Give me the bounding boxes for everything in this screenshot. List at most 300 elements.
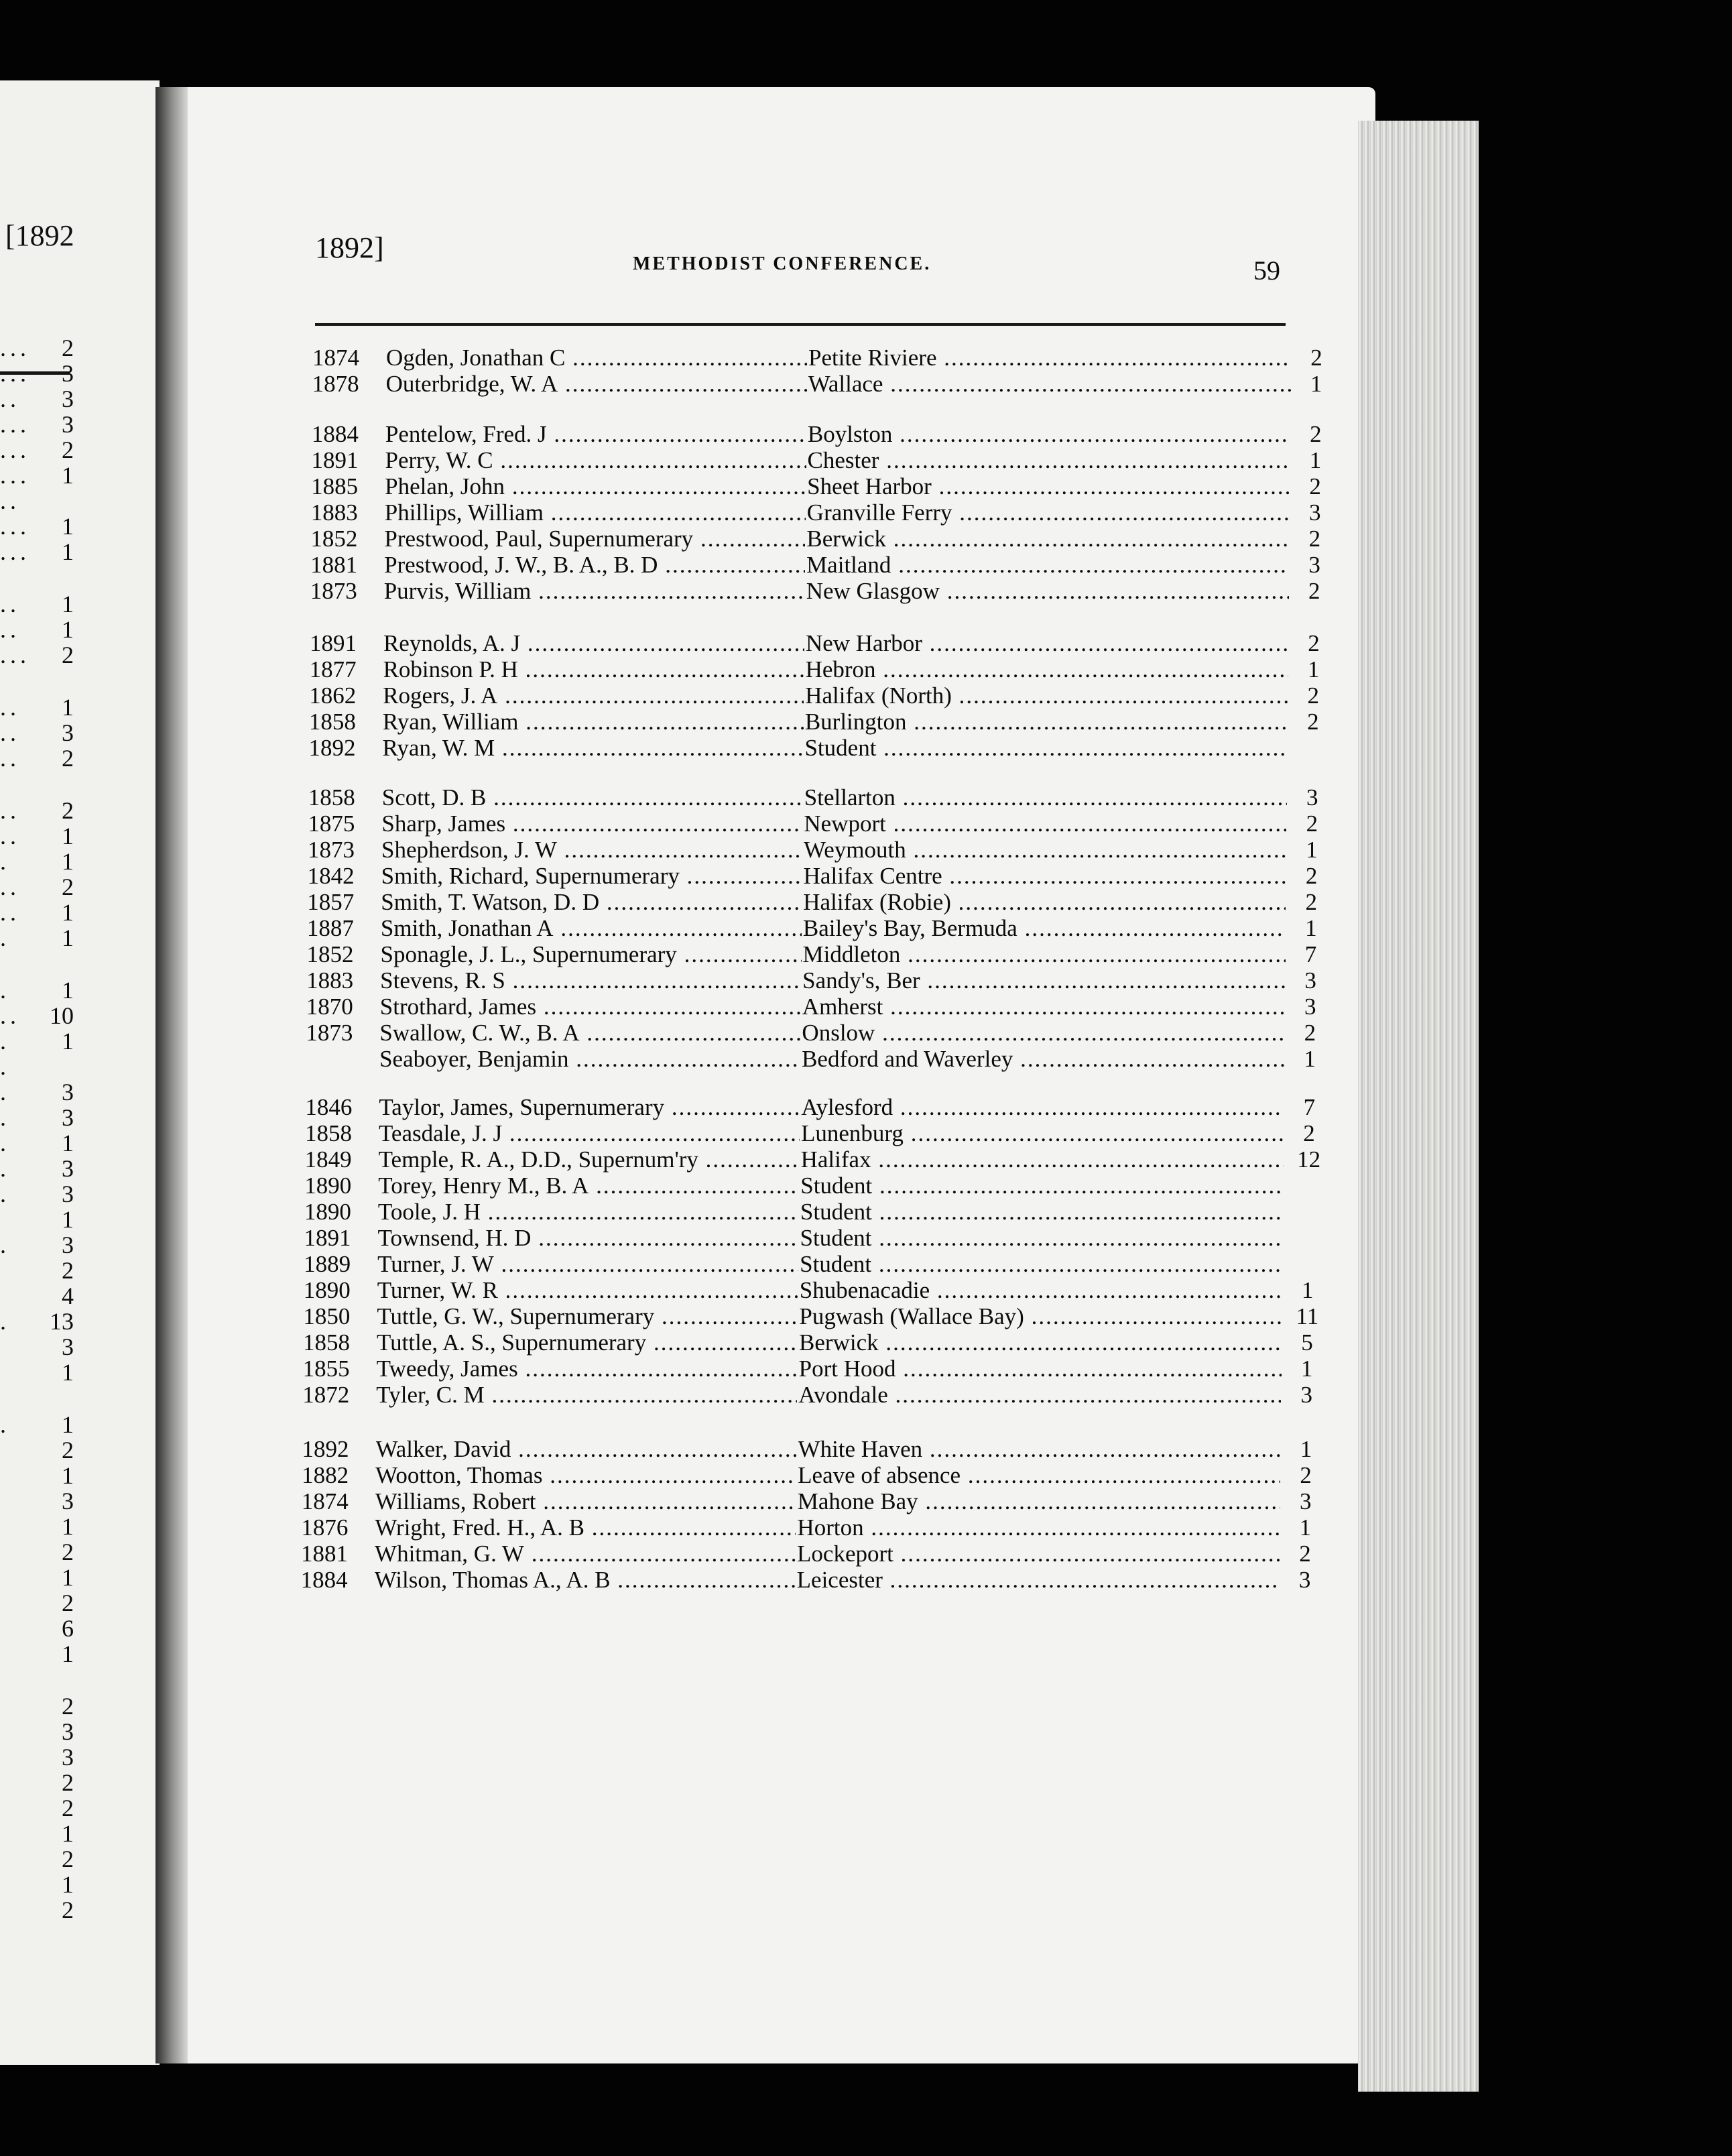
table-row xyxy=(303,1329,1335,1356)
left-page-row xyxy=(0,900,80,925)
left-page-row xyxy=(0,977,80,1003)
minister-name: Reynolds, A. J ..... xyxy=(383,630,804,657)
left-page-row xyxy=(0,1872,80,1897)
station-name: Newport ..... xyxy=(804,811,1286,837)
station-name: Leave of absence ..... xyxy=(798,1462,1280,1489)
years-count: 2 xyxy=(1300,1462,1312,1488)
left-years-count: 3 xyxy=(62,1744,74,1771)
leader-dots: . xyxy=(0,1079,10,1105)
table-row xyxy=(302,1436,1335,1463)
left-years-count: 1 xyxy=(62,1462,74,1489)
minister-name: Phelan, John ..... xyxy=(385,473,806,500)
entry-year: 1857 xyxy=(307,889,355,915)
table-row xyxy=(303,1356,1335,1382)
table-row xyxy=(310,630,1342,657)
left-page-header: [1892 xyxy=(5,219,74,252)
left-page-row xyxy=(0,1079,80,1105)
table-row xyxy=(305,1094,1337,1121)
station-name: New Glasgow ..... xyxy=(806,578,1289,605)
table-row xyxy=(301,1541,1333,1567)
table-row xyxy=(310,656,1342,683)
left-page-row xyxy=(0,1616,80,1641)
station-name: Granville Ferry ..... xyxy=(807,499,1290,526)
entry-year: 1882 xyxy=(302,1462,349,1488)
entry-year: 1889 xyxy=(304,1251,351,1277)
entry-year: 1850 xyxy=(303,1303,351,1329)
left-years-count: 4 xyxy=(62,1282,74,1309)
table-row xyxy=(306,967,1339,994)
leader-dots: ... xyxy=(0,360,30,387)
entry-year: 1846 xyxy=(305,1094,353,1120)
left-page-row xyxy=(0,874,80,900)
left-years-count: 6 xyxy=(62,1615,74,1642)
minister-name: Townsend, H. D ..... xyxy=(378,1225,799,1252)
entry-year: 1849 xyxy=(304,1146,352,1173)
leader-dots: . xyxy=(0,1130,10,1156)
left-years-count: 1 xyxy=(62,1871,74,1898)
left-page-row xyxy=(0,642,80,668)
station-name: Halifax (Robie) ..... xyxy=(803,889,1286,916)
left-years-count: 2 xyxy=(62,1257,74,1284)
minister-name: Turner, J. W ..... xyxy=(377,1251,798,1278)
minister-name: Robinson P. H ..... xyxy=(383,656,804,683)
table-row xyxy=(308,784,1341,811)
left-years-count: 2 xyxy=(62,1590,74,1616)
left-page-row xyxy=(0,1437,80,1463)
years-count: 11 xyxy=(1296,1303,1319,1329)
minister-name: Swallow, C. W., B. A ..... xyxy=(379,1020,800,1046)
entry-year: 1852 xyxy=(310,526,358,552)
leader-dots: ... xyxy=(0,411,30,438)
left-page-row xyxy=(0,386,80,412)
minister-name: Ogden, Jonathan C ..... xyxy=(386,345,807,371)
left-page-row xyxy=(0,1130,80,1156)
entry-year: 1858 xyxy=(303,1329,351,1356)
left-page-row xyxy=(0,1514,80,1539)
left-page-row xyxy=(0,1488,80,1514)
entry-year: 1855 xyxy=(302,1356,350,1382)
station-name: Pugwash (Wallace Bay) ..... xyxy=(799,1303,1282,1330)
leader-dots: . xyxy=(0,977,10,1004)
minister-name: Strothard, James ..... xyxy=(380,994,801,1020)
left-page-row xyxy=(0,361,80,386)
station-name: Student ..... xyxy=(800,1225,1283,1252)
leader-dots: . xyxy=(0,1232,10,1258)
minister-name: Toole, J. H ..... xyxy=(378,1199,799,1225)
entry-year: 1881 xyxy=(310,552,358,578)
years-count: 2 xyxy=(1305,863,1318,889)
entry-year: 1881 xyxy=(301,1541,349,1567)
station-name: Shubenacadie ..... xyxy=(800,1277,1282,1304)
leader-dots: .. xyxy=(0,719,20,746)
left-page-row xyxy=(0,1795,80,1821)
years-count: 2 xyxy=(1299,1541,1311,1567)
leader-dots: .. xyxy=(0,487,20,514)
station-name: Weymouth ..... xyxy=(804,837,1286,863)
station-name: White Haven ..... xyxy=(798,1436,1281,1463)
station-name: Leicester ..... xyxy=(797,1567,1280,1594)
leader-dots: ... xyxy=(0,335,30,361)
entry-year: 1891 xyxy=(304,1225,351,1251)
left-page-row xyxy=(0,437,80,463)
minister-name: Temple, R. A., D.D., Supernum'ry ..... xyxy=(379,1146,800,1173)
station-name: Hebron ..... xyxy=(806,656,1288,683)
left-page-row xyxy=(0,1207,80,1232)
left-page-row xyxy=(0,1156,80,1181)
entry-year: 1883 xyxy=(310,499,358,526)
table-row xyxy=(303,1303,1335,1330)
left-years-count: 1 xyxy=(62,924,74,951)
left-page-row xyxy=(0,695,80,720)
station-name: Student ..... xyxy=(800,1199,1283,1225)
left-years-count: 10 xyxy=(50,1002,74,1029)
leader-dots: ... xyxy=(0,436,30,463)
station-name: Petite Riviere ..... xyxy=(808,345,1291,371)
left-years-count: 1 xyxy=(62,462,74,489)
minister-name: Smith, Richard, Supernumerary ..... xyxy=(381,863,802,890)
left-years-count: 2 xyxy=(62,1795,74,1821)
table-row xyxy=(311,499,1343,526)
minister-name: Prestwood, Paul, Supernumerary ..... xyxy=(384,526,805,552)
left-years-count: 3 xyxy=(62,1104,74,1131)
station-name: Lunenburg ..... xyxy=(801,1120,1284,1147)
table-row xyxy=(304,1199,1337,1225)
book-gutter xyxy=(156,87,188,2063)
left-years-count: 1 xyxy=(62,1640,74,1667)
years-count: 3 xyxy=(1306,784,1318,811)
station-name: Avondale ..... xyxy=(798,1382,1281,1409)
station-name: Boylston ..... xyxy=(808,421,1290,448)
years-count: 2 xyxy=(1309,473,1321,499)
minister-name: Perry, W. C ..... xyxy=(385,447,806,474)
left-years-count: 3 xyxy=(62,1155,74,1182)
table-row xyxy=(307,941,1339,968)
left-page-row xyxy=(0,952,80,977)
table-row xyxy=(307,889,1339,916)
leader-dots: . xyxy=(0,1028,10,1055)
entry-year: 1891 xyxy=(309,630,357,656)
entry-year: 1891 xyxy=(311,447,359,473)
left-years-count: 3 xyxy=(62,1718,74,1745)
left-page-row xyxy=(0,591,80,617)
station-name: Halifax Centre ..... xyxy=(804,863,1286,890)
left-years-count: 1 xyxy=(62,977,74,1004)
left-page-row xyxy=(0,925,80,951)
minister-name: Smith, Jonathan A ..... xyxy=(381,915,802,942)
entry-year: 1876 xyxy=(301,1514,349,1541)
left-years-count: 3 xyxy=(62,1079,74,1105)
leader-dots: . xyxy=(0,924,10,951)
years-count: 1 xyxy=(1307,656,1320,682)
entry-year: 1883 xyxy=(306,967,354,994)
minister-name: Tuttle, G. W., Supernumerary ..... xyxy=(377,1303,798,1330)
left-page-row xyxy=(0,1386,80,1412)
years-count: 1 xyxy=(1299,1514,1312,1541)
leader-dots: ... xyxy=(0,538,30,565)
station-name: Amherst ..... xyxy=(802,994,1285,1020)
station-name: Bailey's Bay, Bermuda ..... xyxy=(803,915,1286,942)
table-row xyxy=(305,1120,1337,1147)
minister-name: Tweedy, James ..... xyxy=(377,1356,798,1382)
table-row xyxy=(310,552,1343,579)
station-name: Student ..... xyxy=(800,1251,1282,1278)
station-name: Berwick ..... xyxy=(799,1329,1282,1356)
left-years-count: 3 xyxy=(62,1232,74,1258)
years-count: 7 xyxy=(1304,941,1317,967)
entry-year: 1890 xyxy=(303,1277,351,1303)
entry-year: 1870 xyxy=(306,994,353,1020)
years-count: 2 xyxy=(1305,889,1318,915)
left-years-count: 1 xyxy=(62,1564,74,1591)
minister-name: Teasdale, J. J ..... xyxy=(379,1120,800,1147)
left-page-row xyxy=(0,772,80,798)
left-page-row xyxy=(0,1258,80,1283)
left-years-count: 3 xyxy=(62,360,74,387)
entry-year: 1873 xyxy=(310,578,357,604)
leader-dots: .. xyxy=(0,1002,20,1029)
table-row xyxy=(306,1020,1338,1046)
minister-name: Walker, David ..... xyxy=(376,1436,797,1463)
years-count: 1 xyxy=(1306,837,1318,863)
minister-name: Seaboyer, Benjamin ..... xyxy=(379,1046,800,1073)
entry-year: 1842 xyxy=(307,863,355,889)
entry-year: 1873 xyxy=(306,1020,353,1046)
entry-year: 1885 xyxy=(311,473,359,499)
left-years-count: 2 xyxy=(62,1897,74,1923)
station-name: Onslow ..... xyxy=(802,1020,1284,1046)
station-name: Bedford and Waverley ..... xyxy=(802,1046,1284,1073)
minister-name: Williams, Robert ..... xyxy=(375,1488,796,1515)
station-name: Maitland ..... xyxy=(806,552,1289,579)
left-page-row xyxy=(0,1360,80,1385)
left-years-count: 1 xyxy=(62,1359,74,1386)
years-count: 5 xyxy=(1301,1329,1313,1356)
table-row xyxy=(304,1225,1337,1252)
left-page-row xyxy=(0,720,80,745)
header-rule xyxy=(315,323,1286,326)
entry-year: 1858 xyxy=(308,709,356,735)
years-count: 3 xyxy=(1298,1567,1311,1593)
left-page-row xyxy=(0,1054,80,1079)
left-page-row xyxy=(0,1181,80,1207)
table-row xyxy=(308,735,1341,762)
leader-dots: .. xyxy=(0,745,20,772)
entry-year: 1873 xyxy=(308,837,355,863)
station-name: Middleton ..... xyxy=(803,941,1286,968)
years-count: 1 xyxy=(1300,1356,1313,1382)
years-count: 2 xyxy=(1306,811,1318,837)
left-page-row xyxy=(0,1283,80,1309)
years-count: 1 xyxy=(1310,371,1322,397)
left-page-row xyxy=(0,539,80,564)
left-page-row xyxy=(0,1668,80,1693)
entry-year: 1852 xyxy=(306,941,354,967)
years-count: 3 xyxy=(1304,967,1316,994)
minister-name: Prestwood, J. W., B. A., B. D ..... xyxy=(384,552,805,579)
minister-name: Tuttle, A. S., Supernumerary ..... xyxy=(377,1329,798,1356)
entry-year: 1890 xyxy=(304,1199,351,1225)
left-years-count: 3 xyxy=(62,719,74,746)
minister-name: Phillips, William ..... xyxy=(385,499,806,526)
station-name: Wallace ..... xyxy=(808,371,1291,398)
table-row xyxy=(312,371,1345,398)
leader-dots: . xyxy=(0,1104,10,1131)
entry-year: 1877 xyxy=(309,656,357,682)
years-count: 3 xyxy=(1304,994,1316,1020)
left-page-row xyxy=(0,1770,80,1795)
leader-dots: ... xyxy=(0,642,30,668)
station-name: Stellarton ..... xyxy=(804,784,1287,811)
left-page-row xyxy=(0,669,80,695)
years-count: 2 xyxy=(1307,682,1319,709)
years-count: 1 xyxy=(1305,915,1317,941)
minister-name: Smith, T. Watson, D. D ..... xyxy=(381,889,802,916)
left-years-count: 1 xyxy=(62,538,74,565)
years-count: 2 xyxy=(1307,709,1319,735)
left-years-count: 1 xyxy=(62,1130,74,1156)
years-count: 3 xyxy=(1308,552,1320,578)
running-head-title: METHODIST CONFERENCE. xyxy=(633,253,932,274)
minister-name: Outerbridge, W. A ..... xyxy=(386,371,807,398)
left-years-count: 1 xyxy=(62,694,74,721)
minister-name: Wootton, Thomas ..... xyxy=(375,1462,796,1489)
left-page-row xyxy=(0,412,80,437)
left-years-count: 2 xyxy=(62,1846,74,1872)
left-years-count: 3 xyxy=(62,1181,74,1207)
minister-name: Torey, Henry M., B. A ..... xyxy=(378,1173,799,1199)
previous-page-fragment xyxy=(0,80,160,2065)
entry-year: 1884 xyxy=(311,421,359,447)
running-head-year: 1892] xyxy=(315,231,384,264)
left-page-row xyxy=(0,1232,80,1258)
leader-dots: .. xyxy=(0,797,20,824)
entry-year: 1874 xyxy=(301,1488,349,1514)
left-years-count: 2 xyxy=(62,1769,74,1796)
left-years-count: 1 xyxy=(62,1206,74,1233)
table-row xyxy=(310,578,1343,605)
left-page-row xyxy=(0,514,80,539)
minister-name: Ryan, W. M ..... xyxy=(382,735,803,762)
entry-year: 1858 xyxy=(308,784,355,811)
leader-dots: . xyxy=(0,1155,10,1182)
years-count: 3 xyxy=(1309,499,1321,526)
left-page-row xyxy=(0,1821,80,1846)
left-years-count: 1 xyxy=(62,1411,74,1438)
leader-dots: .. xyxy=(0,874,20,900)
left-years-count: 1 xyxy=(62,823,74,849)
left-page-row xyxy=(0,566,80,591)
left-years-count: 1 xyxy=(62,899,74,926)
table-row xyxy=(308,837,1340,863)
left-years-count: 3 xyxy=(62,1488,74,1514)
table-row xyxy=(312,447,1344,474)
left-page-row xyxy=(0,1590,80,1616)
leader-dots: .. xyxy=(0,385,20,412)
left-page-row xyxy=(0,617,80,642)
station-name: Sheet Harbor ..... xyxy=(807,473,1290,500)
table-row xyxy=(304,1251,1336,1278)
left-page-row xyxy=(0,1641,80,1667)
leader-dots: .. xyxy=(0,823,20,849)
minister-name: Whitman, G. W ..... xyxy=(375,1541,796,1567)
table-row xyxy=(309,682,1341,709)
entry-year: 1892 xyxy=(308,735,356,761)
leader-dots: . xyxy=(0,1181,10,1207)
table-row xyxy=(308,863,1340,890)
left-page-row xyxy=(0,1693,80,1719)
left-page-row xyxy=(0,1846,80,1872)
station-name: Horton ..... xyxy=(797,1514,1280,1541)
page-edges xyxy=(1358,121,1479,2092)
table-row xyxy=(304,1277,1336,1304)
table-row xyxy=(308,811,1340,837)
leader-dots: . xyxy=(0,1053,10,1080)
entry-year: 1862 xyxy=(309,682,357,709)
minister-name: Taylor, James, Supernumerary ..... xyxy=(379,1094,800,1121)
table-row xyxy=(312,345,1345,371)
table-row xyxy=(302,1488,1334,1515)
leader-dots: .. xyxy=(0,591,20,617)
left-years-count: 2 xyxy=(62,1437,74,1463)
station-name: Port Hood ..... xyxy=(799,1356,1282,1382)
years-count: 2 xyxy=(1308,526,1321,552)
table-row xyxy=(311,473,1343,500)
left-page-row xyxy=(0,1539,80,1565)
leader-dots: . xyxy=(0,848,10,875)
minister-name: Sponagle, J. L., Supernumerary ..... xyxy=(381,941,802,968)
minister-name: Rogers, J. A ..... xyxy=(383,682,804,709)
left-years-count: 3 xyxy=(62,411,74,438)
table-row xyxy=(301,1514,1333,1541)
station-name: Lockeport ..... xyxy=(797,1541,1280,1567)
entry-year: 1874 xyxy=(312,345,359,371)
left-page-row xyxy=(0,1412,80,1437)
left-page-row xyxy=(0,1105,80,1130)
years-count: 12 xyxy=(1297,1146,1321,1173)
entry-year: 1887 xyxy=(306,915,354,941)
leader-dots: ... xyxy=(0,513,30,540)
left-page-row xyxy=(0,1719,80,1744)
table-row xyxy=(309,709,1341,735)
left-page-row xyxy=(0,798,80,823)
station-name: Berwick ..... xyxy=(806,526,1289,552)
minister-name: Sharp, James ..... xyxy=(381,811,802,837)
station-name: Student ..... xyxy=(800,1173,1283,1199)
years-count: 2 xyxy=(1304,1020,1316,1046)
years-count: 1 xyxy=(1300,1436,1312,1462)
station-name: New Harbor ..... xyxy=(806,630,1288,657)
years-count: 2 xyxy=(1310,421,1322,447)
left-years-count: 1 xyxy=(62,1820,74,1847)
station-name: Halifax ..... xyxy=(801,1146,1284,1173)
minister-name: Ryan, William ..... xyxy=(383,709,804,735)
station-name: Mahone Bay ..... xyxy=(798,1488,1280,1515)
minister-name: Turner, W. R ..... xyxy=(377,1277,798,1304)
left-page-row xyxy=(0,463,80,488)
left-years-count: 2 xyxy=(62,874,74,900)
table-row xyxy=(306,1046,1338,1073)
left-years-count: 2 xyxy=(62,642,74,668)
station-name: Student ..... xyxy=(804,735,1287,762)
leader-dots: . xyxy=(0,1308,10,1335)
left-page-row xyxy=(0,745,80,771)
minister-name: Stevens, R. S ..... xyxy=(380,967,801,994)
entry-year: 1872 xyxy=(302,1382,350,1408)
left-page-row xyxy=(0,1028,80,1054)
left-years-count: 2 xyxy=(62,1539,74,1565)
left-years-count: 1 xyxy=(62,1028,74,1055)
years-count: 7 xyxy=(1303,1094,1316,1120)
